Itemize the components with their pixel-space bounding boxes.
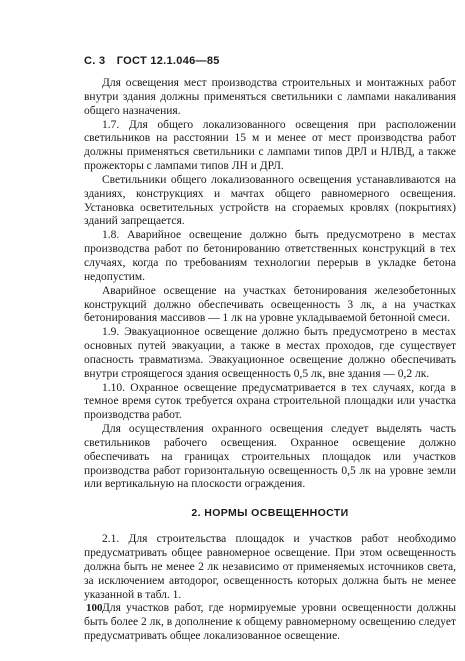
- paragraph: 1.9. Эвакуационное освещение должно быть предусмотрено в местах основных путей эвакуации, а также в местах проходов, где существует опасность травматизма. Эвакуационное освещение должно обеспечивать внутри строящегося здания освещенность 0,5 лк, вне здания — 0,2 лк.: [84, 326, 456, 380]
- paragraph: Для участков работ, где нормируемые уровни освещенности должны быть более 2 лк, в дополнение к общему равномерному освещению следует предусматривать общее локализованное освещение.: [84, 602, 456, 643]
- page-number: 100: [86, 602, 103, 614]
- paragraph: 1.10. Охранное освещение предусматривается в тех случаях, когда в темное время суток требуется охрана строительной площадки или участка производства работ.: [84, 381, 456, 422]
- page-header: [84, 55, 220, 67]
- paragraph: Аварийное освещение на участках бетонирования железобетонных конструкций должно обеспечивать освещенность 3 лк, а на участках бетонирования массивов — 1 лк на уровне укладываемой бетонной смеси.: [84, 284, 456, 325]
- paragraph: 1.7. Для общего локализованного освещения при расположении светильников на расстоянии 15 м и менее от мест производства работ должны применяться светильники с лампами типов ДРЛ и НЛВД, а также прожекторы с лампами типов ЛН и ДРЛ.: [84, 118, 456, 173]
- paragraph: Светильники общего локализованного освещения устанавливаются на зданиях, конструкциях и мачтах общего равномерного освещения. Установка осветительных устройств на сгораемых кровлях (покрытиях) зданий запрещается.: [84, 173, 456, 228]
- paragraph: 2.1. Для строительства площадок и участков работ необходимо предусматривать общее равномерное освещение. При этом освещенность должна быть не менее 2 лк независимо от применяемых источников света, за исключением автодорог, освещенность которых должна быть не менее указанной в табл. 1.: [84, 533, 456, 601]
- paragraph: Для освещения мест производства строительных и монтажных работ внутри здания должны применяться светильники с лампами накаливания общего назначения.: [84, 77, 456, 117]
- paragraph: 1.8. Аварийное освещение должно быть предусмотрено в местах производства работ по бетонированию ответственных конструкций в тех случаях, когда по требованиям технологии перерыв в укладке бетона недопустим.: [84, 229, 456, 283]
- body-text: [84, 77, 456, 644]
- section-title: 2. НОРМЫ ОСВЕЩЕННОСТИ: [191, 507, 349, 520]
- standard-number: ГОСТ 12.1.046—85: [116, 55, 220, 67]
- paragraph: Для осуществления охранного освещения следует выделять часть светильников рабочего освещения. Охранное освещение должно обеспечивать на границах строительных площадок или участков производства работ горизонтальную освещенность 0,5 лк на уровне земли или вертикальную на плоскости ограждения.: [84, 423, 456, 491]
- page-label: С. 3: [84, 55, 106, 67]
